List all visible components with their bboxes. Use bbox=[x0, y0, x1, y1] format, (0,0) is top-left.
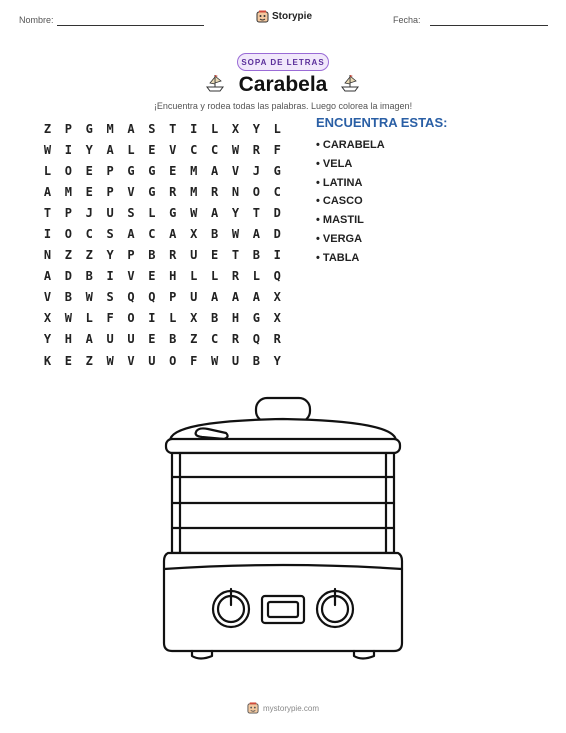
grid-cell[interactable]: A bbox=[210, 163, 219, 178]
grid-cell[interactable]: A bbox=[210, 205, 219, 220]
grid-cell[interactable]: B bbox=[252, 248, 260, 263]
grid-cell[interactable]: R bbox=[169, 248, 177, 263]
grid-cell[interactable]: M bbox=[64, 184, 72, 199]
grid-cell[interactable]: A bbox=[85, 332, 93, 347]
grid-cell[interactable]: C bbox=[273, 184, 281, 199]
grid-cell[interactable]: Q bbox=[148, 290, 156, 305]
grid-cell[interactable]: V bbox=[231, 163, 240, 178]
grid-cell[interactable]: H bbox=[231, 311, 240, 326]
grid-cell[interactable]: P bbox=[106, 163, 114, 178]
grid-cell[interactable]: R bbox=[273, 332, 281, 347]
grid-cell[interactable]: T bbox=[43, 205, 52, 220]
grid-cell[interactable]: Y bbox=[43, 332, 52, 347]
grid-cell[interactable]: U bbox=[106, 332, 114, 347]
word-list-item bbox=[316, 193, 385, 212]
grid-cell[interactable]: I bbox=[106, 269, 114, 284]
grid-cell[interactable]: X bbox=[273, 311, 281, 326]
grid-cell[interactable]: U bbox=[190, 290, 198, 305]
steamer-illustration[interactable] bbox=[160, 393, 406, 661]
ship-icon bbox=[340, 73, 360, 93]
grid-cell[interactable]: W bbox=[43, 142, 52, 157]
grid-cell[interactable]: A bbox=[252, 227, 260, 242]
grid-cell[interactable]: X bbox=[43, 311, 52, 326]
grid-cell[interactable]: O bbox=[252, 184, 260, 199]
grid-cell[interactable]: B bbox=[210, 227, 219, 242]
grid-cell[interactable]: E bbox=[148, 269, 156, 284]
grid-cell[interactable]: L bbox=[252, 269, 260, 284]
grid-cell[interactable]: H bbox=[169, 269, 177, 284]
grid-cell[interactable]: Y bbox=[231, 205, 240, 220]
grid-cell[interactable]: E bbox=[64, 353, 72, 368]
grid-cell[interactable]: Y bbox=[106, 248, 114, 263]
word-list-item bbox=[316, 231, 385, 250]
bullet: • bbox=[316, 157, 323, 170]
grid-cell[interactable]: Z bbox=[64, 248, 72, 263]
grid-cell[interactable]: R bbox=[169, 184, 177, 199]
grid-cell[interactable]: M bbox=[190, 184, 198, 199]
word-text: CASCO bbox=[322, 195, 363, 208]
grid-cell[interactable]: A bbox=[106, 142, 114, 157]
date-line[interactable] bbox=[430, 25, 548, 26]
instructions: ¡Encuentra y rodea todas las palabras. Luego colorea la imagen! bbox=[153, 101, 413, 111]
grid-cell[interactable]: U bbox=[190, 248, 198, 263]
grid-cell[interactable]: W bbox=[231, 142, 240, 157]
grid-cell[interactable]: L bbox=[190, 269, 198, 284]
grid-cell[interactable]: R bbox=[231, 269, 240, 284]
grid-cell[interactable]: O bbox=[169, 353, 177, 368]
grid-cell[interactable]: U bbox=[148, 353, 156, 368]
grid-cell[interactable]: V bbox=[127, 184, 135, 199]
grid-cell[interactable]: N bbox=[231, 184, 240, 199]
grid-cell[interactable]: E bbox=[169, 163, 177, 178]
grid-cell[interactable]: S bbox=[127, 205, 135, 220]
grid-cell[interactable]: X bbox=[273, 290, 281, 305]
grid-cell[interactable]: P bbox=[64, 205, 72, 220]
word-list-item bbox=[316, 137, 385, 156]
grid-cell[interactable]: R bbox=[210, 184, 219, 199]
grid-cell[interactable]: F bbox=[273, 142, 281, 157]
activity-badge: SOPA DE LETRAS bbox=[237, 53, 329, 71]
grid-cell[interactable]: W bbox=[231, 227, 240, 242]
grid-cell[interactable]: D bbox=[273, 227, 281, 242]
grid-cell[interactable]: L bbox=[127, 142, 135, 157]
grid-cell[interactable]: K bbox=[43, 353, 52, 368]
grid-cell[interactable]: W bbox=[64, 311, 72, 326]
grid-cell[interactable]: E bbox=[148, 142, 156, 157]
grid-cell[interactable]: P bbox=[169, 290, 177, 305]
grid-cell[interactable]: W bbox=[190, 205, 198, 220]
grid-cell[interactable]: U bbox=[106, 205, 114, 220]
grid-cell[interactable]: S bbox=[106, 290, 114, 305]
grid-cell[interactable]: O bbox=[64, 163, 72, 178]
grid-cell[interactable]: Y bbox=[85, 142, 93, 157]
grid-cell[interactable]: L bbox=[85, 311, 93, 326]
word-list-item bbox=[316, 212, 385, 231]
grid-cell[interactable]: G bbox=[252, 311, 260, 326]
word-text: MASTIL bbox=[322, 214, 364, 227]
grid-cell[interactable]: Z bbox=[43, 121, 52, 136]
bullet: • bbox=[316, 195, 323, 208]
grid-cell[interactable]: C bbox=[210, 332, 219, 347]
word-text: VELA bbox=[322, 157, 353, 170]
grid-cell[interactable]: B bbox=[148, 248, 156, 263]
grid-cell[interactable]: S bbox=[106, 227, 114, 242]
word-search-grid[interactable] bbox=[37, 118, 288, 371]
grid-cell[interactable]: T bbox=[169, 121, 177, 136]
date-label: Fecha: bbox=[393, 15, 421, 25]
grid-cell[interactable]: B bbox=[252, 353, 260, 368]
grid-cell[interactable]: L bbox=[273, 121, 281, 136]
brand-name: Storypie bbox=[272, 11, 313, 22]
word-list-item bbox=[316, 250, 385, 269]
grid-cell[interactable]: Q bbox=[252, 332, 260, 347]
grid-cell[interactable]: G bbox=[127, 163, 135, 178]
grid-cell[interactable]: I bbox=[273, 248, 281, 263]
grid-cell[interactable]: W bbox=[106, 353, 114, 368]
grid-cell[interactable]: T bbox=[231, 248, 240, 263]
grid-cell[interactable]: Y bbox=[273, 353, 281, 368]
word-text: TABLA bbox=[322, 251, 360, 264]
grid-cell[interactable]: O bbox=[64, 227, 72, 242]
footer bbox=[0, 702, 566, 714]
grid-cell[interactable]: L bbox=[43, 163, 52, 178]
grid-cell[interactable]: C bbox=[148, 227, 156, 242]
grid-cell[interactable]: A bbox=[210, 290, 219, 305]
grid-cell[interactable]: B bbox=[64, 290, 72, 305]
grid-cell[interactable]: R bbox=[231, 332, 240, 347]
word-list-item bbox=[316, 175, 385, 194]
bullet: • bbox=[316, 214, 323, 227]
grid-cell[interactable]: G bbox=[148, 163, 156, 178]
grid-cell[interactable]: A bbox=[231, 290, 240, 305]
grid-cell[interactable]: B bbox=[210, 311, 219, 326]
grid-cell[interactable]: Z bbox=[85, 248, 93, 263]
grid-cell[interactable]: X bbox=[190, 227, 198, 242]
grid-cell[interactable]: I bbox=[43, 227, 52, 242]
word-list-title: ENCUENTRA ESTAS: bbox=[316, 115, 448, 130]
grid-cell[interactable]: Z bbox=[85, 353, 93, 368]
grid-cell[interactable]: A bbox=[252, 290, 260, 305]
grid-cell[interactable]: G bbox=[148, 184, 156, 199]
grid-cell[interactable]: Q bbox=[273, 269, 281, 284]
grid-cell[interactable]: J bbox=[85, 205, 93, 220]
grid-cell[interactable]: V bbox=[169, 142, 177, 157]
grid-cell[interactable]: L bbox=[169, 311, 177, 326]
grid-cell[interactable]: A bbox=[43, 269, 52, 284]
grid-cell[interactable]: C bbox=[190, 142, 198, 157]
grid-cell[interactable]: Z bbox=[190, 332, 198, 347]
page-title: Carabela bbox=[238, 73, 328, 96]
grid-cell[interactable]: Y bbox=[252, 121, 260, 136]
grid-cell[interactable]: B bbox=[169, 332, 177, 347]
grid-cell[interactable]: U bbox=[231, 353, 240, 368]
storypie-logo-icon bbox=[256, 10, 269, 23]
storypie-logo-icon bbox=[247, 702, 259, 714]
grid-cell[interactable]: X bbox=[231, 121, 240, 136]
grid-cell[interactable]: I bbox=[64, 142, 72, 157]
grid-cell[interactable]: L bbox=[210, 121, 219, 136]
grid-cell[interactable]: E bbox=[85, 163, 93, 178]
name-line[interactable] bbox=[57, 25, 204, 26]
grid-cell[interactable]: A bbox=[127, 227, 135, 242]
word-list bbox=[316, 137, 385, 269]
grid-cell[interactable]: C bbox=[210, 142, 219, 157]
grid-cell[interactable]: V bbox=[127, 353, 135, 368]
grid-cell[interactable]: R bbox=[252, 142, 260, 157]
grid-cell[interactable]: I bbox=[190, 121, 198, 136]
grid-cell[interactable]: G bbox=[169, 205, 177, 220]
grid-cell[interactable]: G bbox=[85, 121, 93, 136]
grid-cell[interactable]: O bbox=[127, 311, 135, 326]
grid-cell[interactable]: M bbox=[106, 121, 114, 136]
grid-cell[interactable]: V bbox=[43, 290, 52, 305]
grid-cell[interactable]: L bbox=[148, 205, 156, 220]
word-text: LATINA bbox=[322, 176, 363, 189]
grid-cell[interactable]: C bbox=[85, 227, 93, 242]
grid-cell[interactable]: P bbox=[127, 248, 135, 263]
word-text: VERGA bbox=[322, 232, 363, 245]
grid-cell[interactable]: M bbox=[190, 163, 198, 178]
bullet: • bbox=[316, 232, 323, 245]
bullet: • bbox=[316, 176, 323, 189]
grid-cell[interactable]: I bbox=[148, 311, 156, 326]
bullet: • bbox=[316, 139, 323, 151]
brand-logo bbox=[256, 10, 312, 23]
grid-cell[interactable]: J bbox=[252, 163, 260, 178]
grid-cell[interactable]: A bbox=[43, 184, 52, 199]
name-label: Nombre: bbox=[19, 15, 54, 25]
word-text: CARABELA bbox=[322, 139, 385, 151]
grid-cell[interactable]: T bbox=[252, 205, 260, 220]
grid-cell[interactable]: B bbox=[85, 269, 93, 284]
grid-cell[interactable]: A bbox=[169, 227, 177, 242]
grid-cell[interactable]: P bbox=[64, 121, 72, 136]
grid-cell[interactable]: N bbox=[43, 248, 52, 263]
grid-cell[interactable]: U bbox=[127, 332, 135, 347]
grid-cell[interactable]: L bbox=[210, 269, 219, 284]
grid-cell[interactable]: D bbox=[273, 205, 281, 220]
grid-cell[interactable]: S bbox=[148, 121, 156, 136]
grid-cell[interactable]: F bbox=[106, 311, 114, 326]
grid-cell[interactable]: E bbox=[148, 332, 156, 347]
grid-cell[interactable]: H bbox=[64, 332, 72, 347]
grid-cell[interactable]: Q bbox=[127, 290, 135, 305]
word-list-item bbox=[316, 156, 385, 175]
grid-cell[interactable]: P bbox=[106, 184, 114, 199]
footer-url[interactable]: mystorypie.com bbox=[262, 703, 319, 713]
grid-cell[interactable]: W bbox=[85, 290, 93, 305]
grid-cell[interactable]: F bbox=[190, 353, 198, 368]
grid-cell[interactable]: G bbox=[273, 163, 281, 178]
grid-cell[interactable]: A bbox=[127, 121, 135, 136]
grid-cell[interactable]: W bbox=[210, 353, 219, 368]
grid-cell[interactable]: E bbox=[85, 184, 93, 199]
grid-cell[interactable]: X bbox=[190, 311, 198, 326]
grid-cell[interactable]: E bbox=[210, 248, 219, 263]
bullet: • bbox=[316, 251, 323, 264]
grid-cell[interactable]: V bbox=[127, 269, 135, 284]
grid-cell[interactable]: D bbox=[64, 269, 72, 284]
